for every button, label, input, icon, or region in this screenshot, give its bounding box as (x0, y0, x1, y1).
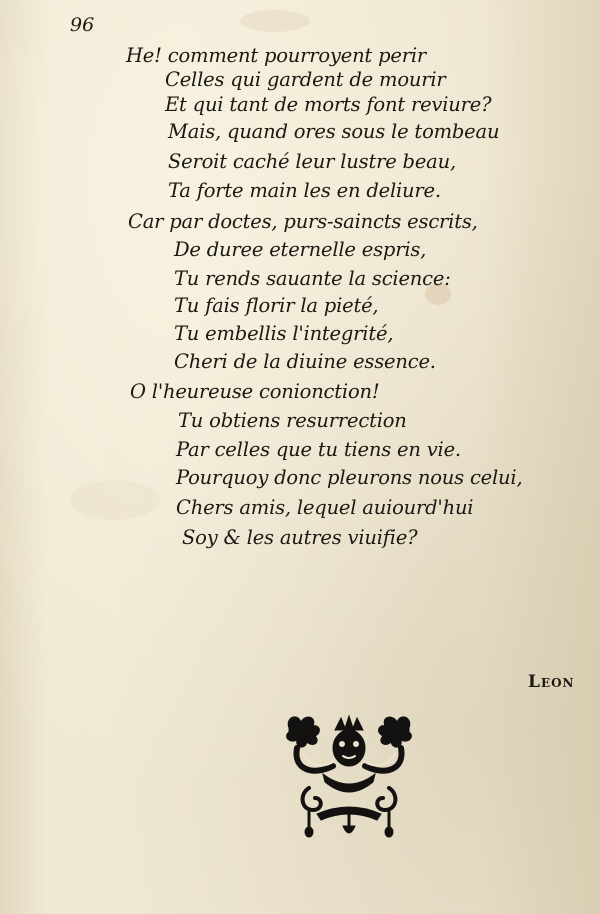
poem-line: Celles qui gardent de mourir (165, 68, 446, 91)
page-number: 96 (70, 14, 95, 36)
poem-line: O l'heureuse conionction! (130, 380, 380, 403)
poem-line: Tu fais florir la pieté, (174, 294, 379, 317)
poem-line: Tu obtiens resurrection (178, 409, 407, 432)
poem-line: Cheri de la diuine essence. (174, 350, 436, 373)
poem-line: Chers amis, lequel auiourd'hui (176, 496, 474, 519)
poem-line: Et qui tant de morts font reviure? (165, 93, 492, 116)
poem-line: Mais, quand ores sous le tombeau (168, 120, 500, 143)
poem-line: Par celles que tu tiens en vie. (176, 438, 461, 461)
poem-line: Car par doctes, purs-saincts escrits, (128, 210, 478, 233)
poem-line: He! comment pourroyent perir (126, 44, 426, 67)
poem-line: Pourquoy donc pleurons nous celui, (176, 466, 523, 489)
catchword: Leon (528, 672, 575, 692)
grotesque-mask-ornament-icon (283, 714, 415, 842)
poem-line: De duree eternelle espris, (174, 238, 427, 261)
poem-line: Tu embellis l'integrité, (174, 322, 394, 345)
poem-line: Soy & les autres viuifie? (182, 526, 418, 549)
poem-line: Tu rends sauante la science: (174, 267, 451, 290)
poem-line: Ta forte main les en deliure. (168, 179, 441, 202)
poem-line: Seroit caché leur lustre beau, (168, 150, 456, 173)
